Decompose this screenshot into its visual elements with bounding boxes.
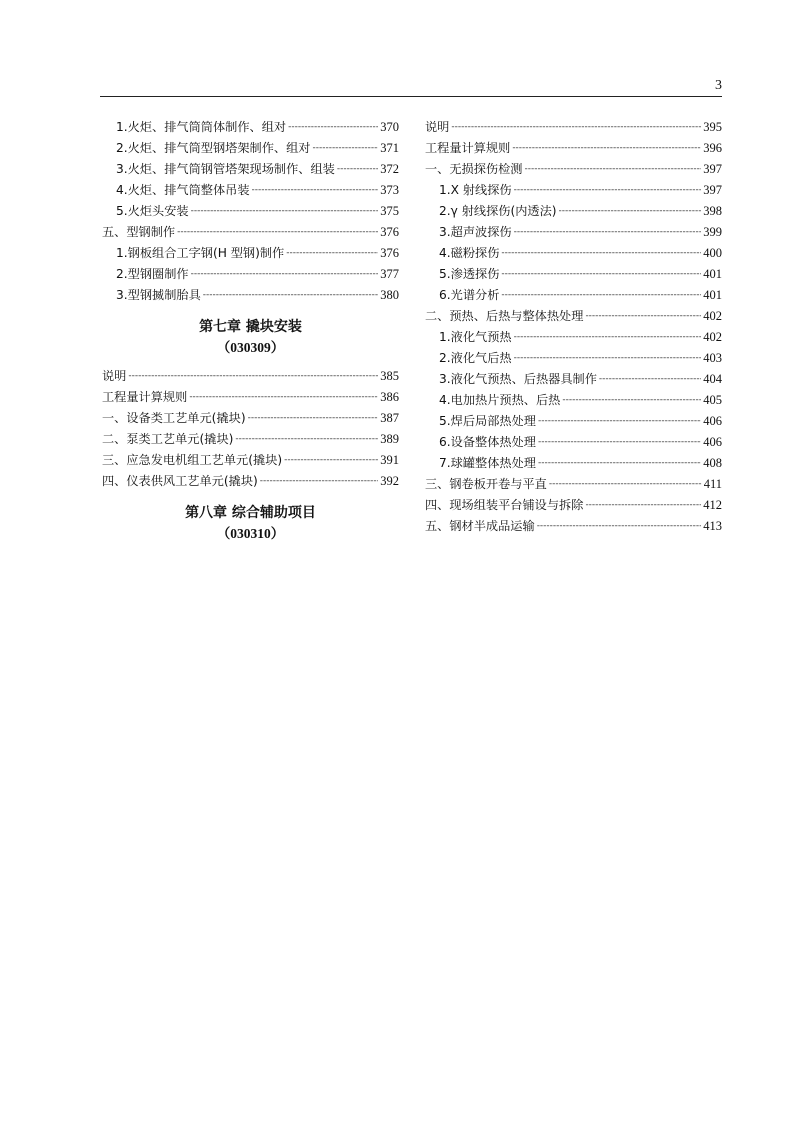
toc-entry[interactable] (425, 495, 722, 516)
toc-entry-label: 2.γ 射线探伤(内透法) (439, 204, 557, 218)
toc-entry[interactable] (102, 243, 399, 264)
toc-entry[interactable] (425, 264, 722, 285)
toc-entry-label: 2.火炬、排气筒型钢塔架制作、组对 (116, 141, 311, 155)
toc-entry[interactable] (425, 159, 722, 180)
toc-leader (501, 243, 701, 264)
toc-entry-page: 405 (703, 393, 722, 407)
toc-entry-page: 373 (380, 183, 399, 197)
toc-leader (451, 117, 701, 138)
toc-entry-page: 389 (380, 432, 399, 446)
toc-entry[interactable] (425, 348, 722, 369)
toc-leader (286, 243, 378, 264)
toc-entry[interactable] (425, 180, 722, 201)
toc-leader (599, 369, 701, 390)
toc-leader (514, 180, 702, 201)
toc-entry[interactable] (425, 138, 722, 159)
toc-entry-label: 三、应急发电机组工艺单元(撬块) (102, 453, 283, 467)
toc-entry-page: 406 (703, 435, 722, 449)
toc-leader (514, 348, 702, 369)
toc-entry-page: 400 (703, 246, 722, 260)
toc-entry-label: 工程量计算规则 (425, 141, 511, 155)
toc-entry[interactable] (102, 450, 399, 471)
toc-entry-page: 397 (703, 183, 722, 197)
toc-entry-page: 386 (380, 390, 399, 404)
toc-leader (538, 432, 701, 453)
toc-entry-label: 五、型钢制作 (102, 225, 176, 239)
toc-entry[interactable] (425, 411, 722, 432)
toc-entry-label: 工程量计算规则 (102, 390, 188, 404)
toc-entry-page: 399 (703, 225, 722, 239)
chapter-code: （030310） (216, 526, 285, 541)
toc-entry[interactable] (425, 390, 722, 411)
toc-entry-label: 五、钢材半成品运输 (425, 519, 535, 533)
toc-entry[interactable] (102, 264, 399, 285)
toc-entry-label: 1.火炬、排气筒筒体制作、组对 (116, 120, 287, 134)
toc-leader (537, 516, 702, 537)
toc-leader (284, 450, 378, 471)
toc-entry-page: 387 (380, 411, 399, 425)
toc-entry-label: 1.钢板组合工字钢(H 型钢)制作 (116, 246, 285, 260)
toc-entry-label: 说明 (425, 120, 450, 134)
toc-entry-label: 四、仪表供风工艺单元(撬块) (102, 474, 258, 488)
toc-entry-label: 4.电加热片预热、后热 (439, 393, 561, 407)
toc-entry[interactable] (425, 327, 722, 348)
toc-entry-page: 404 (703, 372, 722, 386)
toc-entry-label: 6.光谱分析 (439, 288, 500, 302)
toc-leader (514, 327, 702, 348)
toc-entry[interactable] (102, 471, 399, 492)
toc-entry-page: 402 (703, 330, 722, 344)
toc-entry-label: 3.型钢揻制胎具 (116, 288, 201, 302)
toc-entry[interactable] (102, 138, 399, 159)
toc-entry[interactable] (102, 201, 399, 222)
toc-leader (337, 159, 378, 180)
chapter-title: 第八章 综合辅助项目 (185, 505, 316, 521)
toc-entry-page: 385 (380, 369, 399, 383)
toc-entry-label: 3.液化气预热、后热器具制作 (439, 372, 597, 386)
toc-entry[interactable] (425, 516, 722, 537)
toc-entry-label: 6.设备整体热处理 (439, 435, 536, 449)
toc-leader (235, 429, 378, 450)
toc-entry-label: 四、现场组装平台铺设与拆除 (425, 498, 584, 512)
toc-leader (538, 411, 701, 432)
toc-right-column (425, 117, 722, 537)
toc-entry-page: 377 (380, 267, 399, 281)
toc-entry-page: 380 (380, 288, 399, 302)
toc-entry[interactable] (425, 201, 722, 222)
toc-leader (189, 387, 378, 408)
toc-entry-page: 371 (380, 141, 399, 155)
toc-leader (501, 264, 701, 285)
toc-entry[interactable] (425, 306, 722, 327)
toc-leader (549, 474, 702, 495)
toc-entry-page: 370 (380, 120, 399, 134)
toc-entry-page: 392 (380, 474, 399, 488)
toc-entry-label: 4.磁粉探伤 (439, 246, 500, 260)
toc-entry-label: 5.渗透探伤 (439, 267, 500, 281)
toc-entry-page: 395 (703, 120, 722, 134)
toc-entry[interactable] (102, 429, 399, 450)
toc-entry[interactable] (102, 159, 399, 180)
chapter-title: 第七章 撬块安装 (199, 319, 302, 335)
toc-entry[interactable] (102, 180, 399, 201)
toc-entry-page: 396 (703, 141, 722, 155)
toc-entry-page: 408 (703, 456, 722, 470)
toc-entry-label: 5.火炬头安装 (116, 204, 189, 218)
toc-leader (525, 159, 702, 180)
toc-leader (559, 201, 702, 222)
toc-entry[interactable] (102, 408, 399, 429)
toc-entry-page: 372 (380, 162, 399, 176)
toc-entry[interactable] (425, 243, 722, 264)
toc-entry[interactable] (425, 453, 722, 474)
toc-entry[interactable] (425, 432, 722, 453)
toc-entry-label: 1.液化气预热 (439, 330, 512, 344)
toc-leader (512, 138, 701, 159)
toc-leader (562, 390, 701, 411)
toc-entry-page: 403 (703, 351, 722, 365)
toc-entry-label: 7.球罐整体热处理 (439, 456, 536, 470)
toc-entry-label: 2.液化气后热 (439, 351, 512, 365)
toc-leader (248, 408, 379, 429)
toc-entry[interactable] (425, 222, 722, 243)
toc-leader (585, 495, 701, 516)
toc-entry-page: 412 (703, 498, 722, 512)
toc-leader (312, 138, 378, 159)
toc-entry[interactable] (425, 117, 722, 138)
toc-entry-page: 413 (703, 519, 722, 533)
toc-entry-page: 391 (380, 453, 399, 467)
toc-entry[interactable] (425, 285, 722, 306)
toc-entry[interactable] (425, 369, 722, 390)
toc-leader (538, 453, 701, 474)
toc-left-column (102, 117, 399, 552)
toc-entry[interactable] (102, 285, 399, 306)
toc-leader (252, 180, 379, 201)
toc-leader (260, 471, 378, 492)
toc-entry[interactable] (102, 222, 399, 243)
toc-leader (288, 117, 378, 138)
toc-entry-label: 4.火炬、排气筒整体吊装 (116, 183, 250, 197)
toc-leader (585, 306, 701, 327)
toc-entry-label: 二、泵类工艺单元(撬块) (102, 432, 234, 446)
toc-entry-page: 402 (703, 309, 722, 323)
toc-leader (128, 366, 378, 387)
toc-entry[interactable] (102, 387, 399, 408)
chapter-code: （030309） (216, 340, 285, 355)
toc-entry-page: 397 (703, 162, 722, 176)
toc-leader (514, 222, 702, 243)
toc-leader (203, 285, 378, 306)
toc-entry-page: 401 (703, 267, 722, 281)
toc-entry-label: 一、无损探伤检测 (425, 162, 523, 176)
toc-entry[interactable] (102, 117, 399, 138)
toc-leader (501, 285, 701, 306)
toc-entry-label: 3.超声波探伤 (439, 225, 512, 239)
toc-entry-label: 2.型钢圈制作 (116, 267, 189, 281)
toc-entry-label: 5.焊后局部热处理 (439, 414, 536, 428)
toc-entry-label: 3.火炬、排气筒钢管塔架现场制作、组装 (116, 162, 335, 176)
toc-leader (177, 222, 378, 243)
toc-entry-page: 411 (703, 477, 722, 491)
toc-entry-label: 说明 (102, 369, 127, 383)
page-number: 3 (715, 78, 722, 93)
toc-entry[interactable] (102, 366, 399, 387)
toc-leader (191, 201, 379, 222)
toc-entry-page: 398 (703, 204, 722, 218)
toc-entry-page: 376 (380, 225, 399, 239)
header-rule (100, 96, 722, 97)
toc-entry-label: 二、预热、后热与整体热处理 (425, 309, 584, 323)
toc-leader (191, 264, 379, 285)
toc-entry-page: 401 (703, 288, 722, 302)
toc-entry-page: 375 (380, 204, 399, 218)
toc-entry-page: 376 (380, 246, 399, 260)
toc-entry-label: 1.X 射线探伤 (439, 183, 512, 197)
toc-entry-label: 三、钢卷板开卷与平直 (425, 477, 547, 491)
toc-entry-page: 406 (703, 414, 722, 428)
toc-entry[interactable] (425, 474, 722, 495)
toc-entry-label: 一、设备类工艺单元(撬块) (102, 411, 246, 425)
